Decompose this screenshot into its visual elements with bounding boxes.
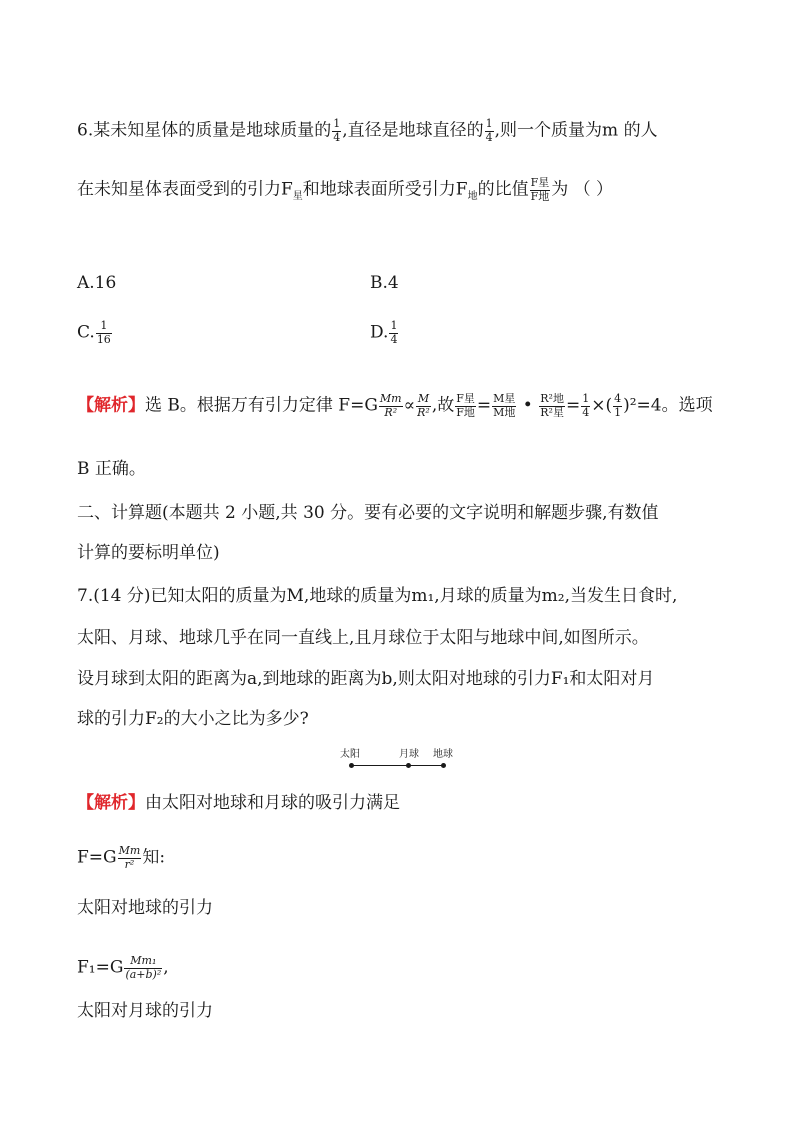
label-sun: 太阳 <box>340 749 360 760</box>
fraction-Mm1-ab2: $\frac{\text{Mm₁}}{\text{(a+b)²}}$ <box>125 954 162 981</box>
option-c-fraction: $\frac{1}{16}$ <box>96 319 111 346</box>
q7-line2: 太阳、月球、地球几乎在同一直线上,且月球位于太阳与地球中间,如图所示。 <box>77 628 649 648</box>
earth-dot <box>441 763 446 768</box>
q6-line2 <box>77 177 613 203</box>
fraction-mass: $\frac{1}{4}$ <box>333 117 341 144</box>
formula-f1-prefix: F₁=G <box>77 957 124 978</box>
answer6-line1 <box>77 393 713 419</box>
q6-line1 <box>77 118 658 144</box>
option-d-label: D. <box>370 322 389 343</box>
fraction-radius-ratio: $\frac{\text{R²地}}{\text{R²星}}$ <box>540 392 564 419</box>
answer7-line1 <box>77 795 400 812</box>
q7-line1: 7.(14 分)已知太阳的质量为M,地球的质量为m₁,月球的质量为m₂,当发生日食时, <box>77 586 678 606</box>
equals-1: = <box>476 395 492 416</box>
q6-text-2: ,直径是地球直径的 <box>342 120 484 141</box>
option-c-label: C. <box>77 322 95 343</box>
section2-line2: 计算的要标明单位) <box>77 543 220 563</box>
label-moon: 月球 <box>399 749 419 760</box>
fraction-Mm-R2: $\frac{Mm}{\text{R²}}$ <box>379 392 402 419</box>
q7-line3: 设月球到太阳的距离为a,到地球的距离为b,则太阳对地球的引力F₁和太阳对月 <box>77 669 655 689</box>
option-b-label: B.4 <box>370 273 399 293</box>
fraction-one-quarter: $\frac{1}{4}$ <box>582 392 590 419</box>
ans6-text-1: 选 B。根据万有引力定律 F=G <box>145 395 378 416</box>
label-earth: 地球 <box>433 749 453 760</box>
alignment-line <box>351 765 444 766</box>
analysis-tag-2: 【解析】 <box>77 793 145 813</box>
formula-general <box>77 845 165 871</box>
moon-force-title: 太阳对月球的引力 <box>77 1001 213 1021</box>
subscript-di: 地 <box>467 191 478 203</box>
fraction-M-R2: $\frac{M}{\text{R²}}$ <box>417 392 430 419</box>
option-d[interactable] <box>370 320 399 346</box>
proportional-symbol: ∝ <box>403 395 416 416</box>
formula-f1-suffix: , <box>163 957 169 978</box>
q7-line4: 球的引力F₂的大小之比为多少? <box>77 709 309 729</box>
section2-line1: 二、计算题(本题共 2 小题,共 30 分。要有必要的文字说明和解题步骤,有数值 <box>77 503 659 523</box>
sun-dot <box>349 763 354 768</box>
option-c[interactable] <box>77 320 113 346</box>
subscript-xing: 星 <box>292 191 303 203</box>
earth-force-title: 太阳对地球的引力 <box>77 898 213 918</box>
option-a-label: A.16 <box>77 273 117 293</box>
moon-dot <box>406 763 411 768</box>
q6-line2-a: 在未知星体表面受到的引力F <box>77 179 293 200</box>
dot-operator: • <box>517 395 539 416</box>
q6-line2-c: 的比值 <box>477 179 529 200</box>
fraction-force-ratio: $\frac{\text{F星}}{\text{F地}}$ <box>530 176 550 203</box>
q6-line2-b: 和地球表面所受引力F <box>302 179 468 200</box>
fraction-diameter: $\frac{1}{4}$ <box>485 117 493 144</box>
option-b[interactable] <box>370 275 399 292</box>
equals-2: = <box>565 395 581 416</box>
sun-moon-earth-diagram <box>340 745 460 775</box>
fraction-four-over-one: $\frac{4}{1}$ <box>614 392 622 419</box>
times-paren: ×( <box>591 395 613 416</box>
answer6-line2: B 正确。 <box>77 459 146 479</box>
ans6-text-3: ,故 <box>431 395 455 416</box>
fraction-force: $\frac{\text{F星}}{\text{F地}}$ <box>456 392 475 419</box>
ans6-result: )²=4。选项 <box>623 395 713 416</box>
fraction-Mm-r2: $\frac{Mm}{\text{r²}}$ <box>118 844 141 871</box>
q6-text-1: 6.某未知星体的质量是地球质量的 <box>77 120 332 141</box>
formula-f1 <box>77 955 169 981</box>
formula-general-suffix: 知: <box>142 847 166 868</box>
fraction-mass-ratio: $\frac{\text{M星}}{\text{M地}}$ <box>493 392 516 419</box>
analysis-tag: 【解析】 <box>77 395 145 416</box>
ans7-intro: 由太阳对地球和月球的吸引力满足 <box>145 793 400 813</box>
answer-bracket: 为 （ ） <box>551 179 614 200</box>
option-d-fraction: $\frac{1}{4}$ <box>390 319 398 346</box>
formula-general-prefix: F=G <box>77 847 117 868</box>
option-a[interactable] <box>77 275 116 292</box>
q6-text-3: ,则一个质量为m 的人 <box>494 120 658 141</box>
